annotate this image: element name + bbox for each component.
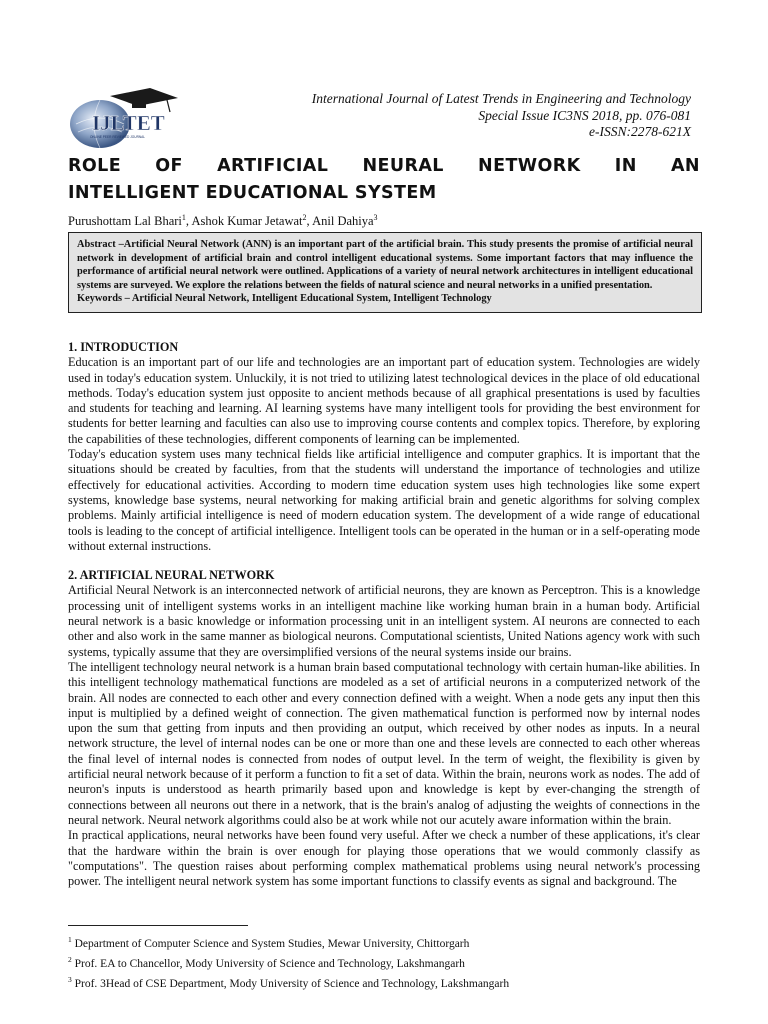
footnote-mark: 3 <box>68 975 72 985</box>
footnote-text: Prof. EA to Chancellor, Mody University of Science and Technology, Lakshmangarh <box>74 957 465 970</box>
author-affiliation-mark: 2 <box>302 213 307 222</box>
paragraph: The intelligent technology neural network is a human brain based computational technology with certain human-like abilities. In this intelligent technology mathematical functions are modeled as a set of artificial neurons in a computerized network of the brain. All nodes are connected to each other and every connection defined with a weight. When a node gets any input then this input is multiplied by a defined weight of connection. The given mathematical function is performed now by internal nodes upon the sum that getting from inputs and then providing an output, which received by other nodes as inputs. In a neural network structure, the level of internal nodes can be one or more than one and these levels are connected to each other whereas the final level of internal nodes is connected from nodes of output level. In the term of weight, the flexibility is given by artificial neural network because of it perform a function to fit a set of data. Within the brain, neurons work as nodes. The add of neuron's inputs is understood as hearth primarily based upon and knowledge is kept by ever-changing the strength of connections between all neurons out there in a network, that is the brain's analog of adjusting the weights of connections in the neural network. Neural network algorithms could also be at work while not our acutely aware information within the brain. <box>68 659 700 827</box>
title-word: AN <box>670 156 700 176</box>
title-word: IN <box>614 156 637 176</box>
title-line-1 <box>68 153 700 180</box>
author-affiliation-mark: 3 <box>373 213 378 222</box>
title-word: NEURAL <box>362 156 444 176</box>
journal-header <box>312 91 691 141</box>
author-name: Purushottam Lal Bhari <box>68 214 182 229</box>
journal-name: International Journal of Latest Trends in Engineering and Technology <box>311 91 691 106</box>
footnote-mark: 2 <box>68 955 72 965</box>
logo-tagline: ONLINE PEER REVIEWED JOURNAL <box>90 135 146 139</box>
title-word: ROLE <box>68 156 122 176</box>
paragraph: In practical applications, neural networks have been found very useful. After we check a number of these applications, it's clear that the hardware within the brain is over enough for playing those operations that we would commonly classify as "computations". The question raises about performing complex mathematical problems using neural network's processing power. The intelligent neural network system has some important functions to classify events as signal and background. The <box>68 828 700 889</box>
journal-issue: Special Issue IC3NS 2018, pp. 076-081 <box>478 107 691 123</box>
logo-text: IJLTET <box>92 111 165 135</box>
title-line-2: INTELLIGENT EDUCATIONAL SYSTEM <box>68 183 437 203</box>
author-affiliation-mark: 1 <box>181 213 186 222</box>
author-name: Ashok Kumar Jetawat <box>191 214 303 229</box>
author-name: Anil Dahiya <box>312 214 374 229</box>
abstract-box <box>68 232 702 313</box>
keywords: Keywords – Artificial Neural Network, Intelligent Educational System, Intelligent Technology <box>77 293 492 305</box>
abstract-text: Abstract –Artificial Neural Network (ANN) is an important part of the artificial brain. This study presents the promise of artificial neural network in development of artificial brain and control intelligent educational systems. Some important factors that may influence the performance of artificial neural network were outlined. Applications of a variety of neural network architectures in intelligent educational systems are surveyed. We explore the relations between the fields of natural science and neural networks in a unified presentation. <box>77 239 693 291</box>
author-list <box>68 213 378 229</box>
journal-issn: e-ISSN:2278-621X <box>589 124 691 139</box>
title-word: ARTIFICIAL <box>217 156 329 176</box>
paragraph: Artificial Neural Network is an interconnected network of artificial neurons, they are known as Perceptron. This is a knowledge processing unit of intelligent systems works in an intelligent machine like working human brain in a human body. Artificial neural network is a basic knowledge or information processing unit in an intelligent system. AI neurons are connected to each other and also work in the same manner as biological neurons. Computational scientists, United Nations agency work with such systems, typically assume that they are oversimplified versions of the neural systems inside our brains. <box>68 583 700 659</box>
section-heading: 1. INTRODUCTION <box>68 340 179 354</box>
section-heading: 2. ARTIFICIAL NEURAL NETWORK <box>68 568 275 583</box>
paper-title <box>68 153 700 207</box>
title-word: OF <box>155 156 183 176</box>
journal-logo <box>66 86 186 150</box>
footnote <box>68 932 509 952</box>
paragraph: Today's education system uses many technical fields like artificial intelligence and computer graphics. It is important that the situations should be created by faculties, from that the students will understand the importance of technologies and utilize effectively for educational activities. According to modern time education system uses high technologies like some expert systems, knowledge base systems, neural networking for making artificial brain and genetic algorithms for solving complex problems. Mainly artificial intelligence is need of modern education system. The development of a wide range of educational tools is leading to the concept of artificial intelligence. Intelligent tools can be operated in the human or in a self-operating mode without external instructions. <box>68 447 700 553</box>
body-text <box>68 340 700 889</box>
paragraph: Education is an important part of our life and technologies are an important part of education system. Technologies are widely used in today's education system. Unluckily, it is not tried to utilizing latest technological devices in the place of old educational methods. Today's education system just opposite to ancient methods because of all graphical presentations is used by faculties and students for teaching and learning. AI learning systems have many intelligent tools for providing the best environment for students for better learning and faculties can also use to improving course contents and complex topics. Therefore, by exploring the capabilities of these technologies, different components of learning can be implemented. <box>68 355 700 446</box>
footnote-mark: 1 <box>68 935 72 944</box>
footnote-text: Prof. 3Head of CSE Department, Mody University of Science and Technology, Lakshmangarh <box>74 978 510 991</box>
title-word: NETWORK <box>478 156 581 176</box>
footnote <box>68 972 509 992</box>
author-separator: , <box>306 214 313 229</box>
footnote <box>68 952 509 972</box>
footnote-text: Department of Computer Science and System Studies, Mewar University, Chittorgarh <box>74 937 470 950</box>
footnotes <box>68 932 509 992</box>
footnote-rule <box>68 925 248 926</box>
author-separator: , <box>185 214 192 229</box>
